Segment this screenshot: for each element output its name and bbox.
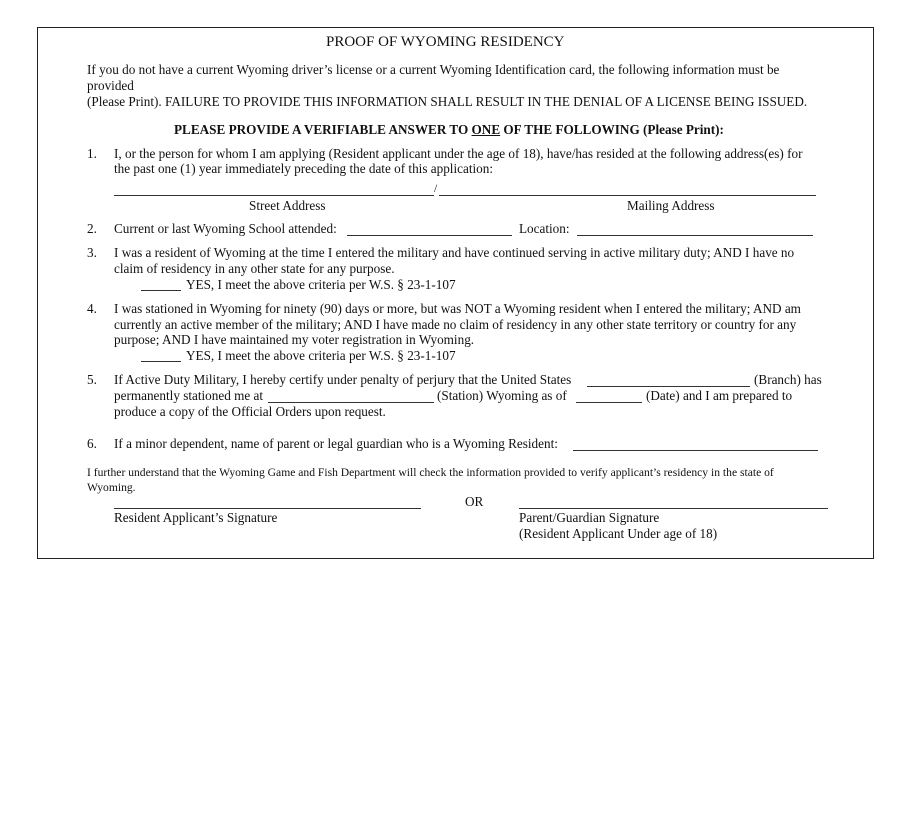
page-title: PROOF OF WYOMING RESIDENCY — [326, 34, 565, 50]
date-field[interactable] — [576, 402, 642, 403]
location-label: Location: — [519, 221, 570, 236]
station-label: (Station) Wyoming as of — [437, 388, 567, 403]
footer-line-2: Wyoming. — [87, 481, 136, 494]
guardian-signature-note: (Resident Applicant Under age of 18) — [519, 526, 718, 541]
resident-signature-field[interactable] — [114, 508, 421, 509]
item-5-line-1: If Active Duty Military, I hereby certify under penalty of perjury that the United States — [114, 372, 572, 387]
item-4-number: 4. — [87, 301, 97, 316]
mailing-address-label: Mailing Address — [627, 198, 715, 213]
item-4-yes-line: YES, I meet the above criteria per W.S. § 23-1-107 — [186, 348, 456, 363]
intro-line-3: (Please Print). FAILURE TO PROVIDE THIS INFORMATION SHALL RESULT IN THE DENIAL OF A LICENSE BEING ISSUED. — [87, 94, 808, 109]
mailing-address-field[interactable] — [439, 195, 816, 196]
instruction-post: OF THE FOLLOWING (Please Print): — [500, 122, 724, 137]
guardian-signature-label: Parent/Guardian Signature — [519, 510, 660, 525]
date-label: (Date) and I am prepared to — [646, 388, 793, 403]
item-6-line-1: If a minor dependent, name of parent or legal guardian who is a Wyoming Resident: — [114, 436, 558, 451]
item-1-number: 1. — [87, 146, 97, 161]
branch-field[interactable] — [587, 386, 750, 387]
item-4-line-2: currently an active member of the military; AND I have made no claim of residency in any other state territory or country for any — [114, 317, 797, 332]
item-3-yes-line: YES, I meet the above criteria per W.S. § 23-1-107 — [186, 277, 456, 292]
intro-line-2: provided — [87, 78, 134, 93]
address-separator: / — [434, 182, 438, 195]
school-label: Current or last Wyoming School attended: — [114, 221, 337, 236]
item-4-line-3: purpose; AND I have maintained my voter registration in Wyoming. — [114, 332, 475, 347]
location-field[interactable] — [577, 235, 813, 236]
guardian-signature-field[interactable] — [519, 508, 828, 509]
instruction-heading — [174, 122, 724, 138]
resident-signature-label: Resident Applicant’s Signature — [114, 510, 278, 525]
item-3-line-2: claim of residency in any other state for any purpose. — [114, 261, 395, 276]
item-1-line-1: I, or the person for whom I am applying (Resident applicant under the age of 18), have/has resided at the following address(es) for — [114, 146, 803, 161]
station-field[interactable] — [268, 402, 434, 403]
item-5-line-3: produce a copy of the Official Orders upon request. — [114, 404, 386, 419]
street-address-label: Street Address — [249, 198, 326, 213]
item-3-line-1: I was a resident of Wyoming at the time I entered the military and have continued serving in active military duty; AND I have no — [114, 245, 795, 260]
guardian-name-field[interactable] — [573, 450, 818, 451]
item-3-yes-blank[interactable] — [141, 290, 181, 291]
item-4-yes-blank[interactable] — [141, 361, 181, 362]
item-1-line-2: the past one (1) year immediately preceding the date of this application: — [114, 161, 494, 176]
item-2-number: 2. — [87, 221, 97, 236]
intro-line-1: If you do not have a current Wyoming driver’s license or a current Wyoming Identification card, the following information must be — [87, 62, 780, 77]
footer-line-1: I further understand that the Wyoming Game and Fish Department will check the information provided to verify applicant’s residency in the state of — [87, 466, 774, 479]
item-5-line-2: permanently stationed me at — [114, 388, 264, 403]
street-address-field[interactable] — [114, 195, 434, 196]
instruction-emphasis: ONE — [471, 122, 501, 137]
or-label: OR — [465, 494, 484, 509]
school-field[interactable] — [347, 235, 512, 236]
instruction-pre: PLEASE PROVIDE A VERIFIABLE ANSWER TO — [174, 122, 472, 137]
item-6-number: 6. — [87, 436, 97, 451]
item-5-number: 5. — [87, 372, 97, 387]
item-3-number: 3. — [87, 245, 97, 260]
item-4-line-1: I was stationed in Wyoming for ninety (90) days or more, but was NOT a Wyoming resident when I entered the military; AND am — [114, 301, 801, 316]
branch-label: (Branch) has — [754, 372, 822, 387]
